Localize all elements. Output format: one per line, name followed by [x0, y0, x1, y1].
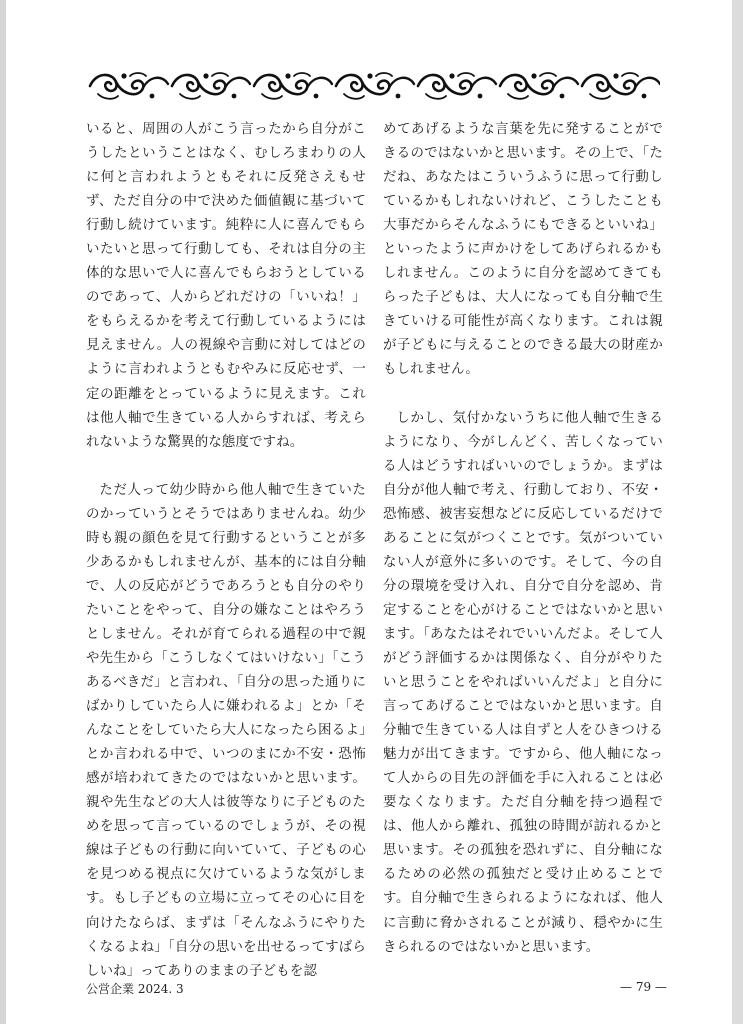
- article-column-right: [383, 118, 663, 960]
- page-edge-right: [732, 0, 743, 1024]
- page-number: — 79 —: [620, 980, 667, 994]
- publication-name: 公営企業 2024. 3: [86, 982, 184, 996]
- article-column-left: [86, 118, 366, 984]
- paragraph: いると、周囲の人がこう言ったから自分がこうしたということはなく、むしろまわりの人に何と言われようともそれに反発さえもせず、ただ自分の中で決めた価値観に基づいて行動し続けています。純粋に人に喜んでもらいたいと思って行動しても、それは自分の主体的な思いで人に喜んでもらおうとしているのであって、人からどれだけの「いいね！」をもらえるかを考えて行動しているようには見えません。人の視線や言動に対してはどのように言われようともむやみに反応せず、一定の距離をとっているように見えます。これは他人軸で生きている人からすれば、考えられないような驚異的な態度ですね。: [86, 122, 366, 450]
- paragraph: めてあげるような言葉を先に発することができるのではないかと思います。その上で、「ただね、あなたはこういうふうに思って行動しているかもしれないけれど、こうしたことも大事だからそんなふうにもできるといいね」といったように声かけをしてあげられるかもしれません。このように自分を認めてきてもらった子どもは、大人になっても自分軸で生きていける可能性が高くなります。これは親が子どもに与えることのできる最大の財産かもしれません。: [383, 122, 663, 378]
- paragraph: しかし、気付かないうちに他人軸で生きるようになり、今がしんどく、苦しくなっている人はどうすればいいのでしょうか。まずは自分が他人軸で考え、行動しており、不安・恐怖感、被害妄想などに反応しているだけであることに気がつくことです。気がついていない人が意外に多いのです。そして、今の自分の環境を受け入れ、自分で自分を認め、肯定することを心がけることではないかと思います。「あなたはそれでいいんだよ。そして人がどう評価するかは関係なく、自分がやりたいと思うことをやればいいんだよ」と自分に言ってあげることではないかと思います。自分軸で生きている人は自ずと人をひきつける魅力が出てきます。ですから、他人軸になって人からの目先の評価を手に入れることは必要なくなります。ただ自分軸を持つ過程では、他人から離れ、孤独の時間が訪れるかと思います。その孤独を恐れずに、自分軸になるための必然の孤独だと受け止めることです。自分軸で生きられるようになれば、他人に言動に脅かされることが減り、穏やかに生きられるのではないかと思います。: [383, 410, 663, 955]
- paragraph: ただ人って幼少時から他人軸で生きていたのかっていうとそうではありませんね。幼少時も親の顔色を見て行動するということが多少あるかもしれませんが、基本的には自分軸で、人の反応がどうであろうとも自分のやりたいことをやって、自分の嫌なことはやろうとしません。それが育てられる過程の中で親や先生から「こうしなくてはいけない」「こうあるべきだ」と言われ、「自分の思った通りにばかりしていたら人に嫌われるよ」とか「そんなことをしていたら大人になったら困るよ」とか言われる中で、いつのまにか不安・恐怖感が培われてきたのではないかと思います。親や先生などの大人は彼等なりに子どものためを思って言っているのでしょうが、その視線は子どもの行動に向いていて、子どもの心を見つめる視点に欠けているような気がします。もし子どもの立場に立ってその心に目を向けたならば、まずは「そんなふうにやりたくなるよね」「自分の思いを出せるってすばらしいね」ってありのままの子どもを認: [86, 482, 366, 979]
- scroll-ornament-icon: [86, 68, 660, 104]
